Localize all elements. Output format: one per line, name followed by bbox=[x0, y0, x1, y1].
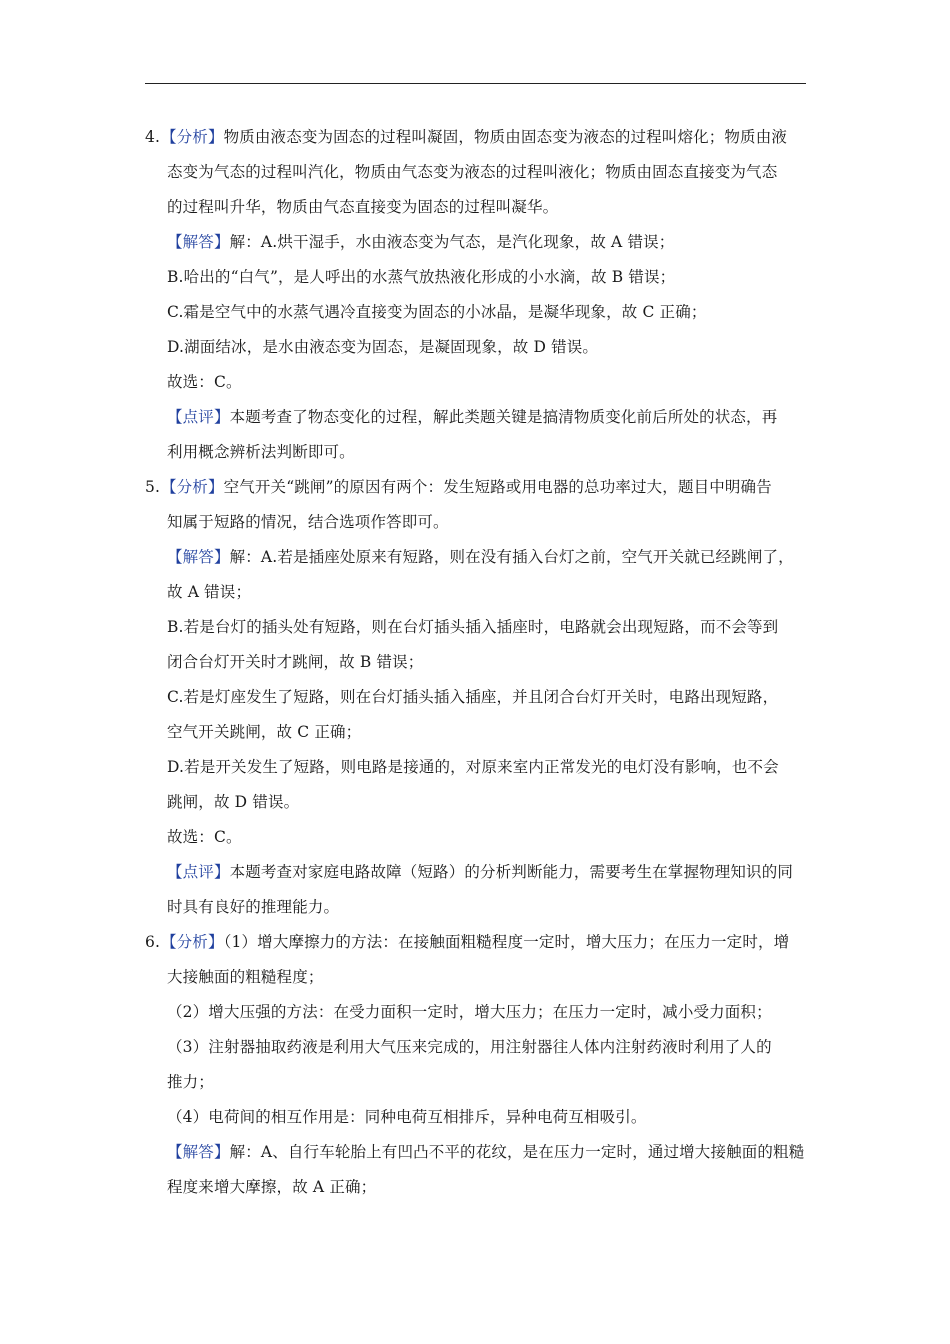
q5-comment-text: 本题考查对家庭电路故障（短路）的分析判断能力，需要考生在掌握物理知识的同 bbox=[229, 863, 794, 881]
q6-analysis-line-5: 推力； bbox=[167, 1073, 214, 1091]
q5-solution-line-1 bbox=[145, 540, 810, 575]
q6-number: 6. bbox=[145, 933, 161, 951]
q4-number: 4. bbox=[145, 128, 161, 146]
q4-comment-line-1 bbox=[145, 400, 810, 435]
q4-solution-line-4: D.湖面结冰，是水由液态变为固态，是凝固现象，故 D 错误。 bbox=[167, 338, 599, 356]
q5-solution-line-6: 空气开关跳闸，故 C 正确； bbox=[167, 723, 362, 741]
q6-analysis-line-2: 大接触面的粗糙程度； bbox=[167, 968, 324, 986]
answer-content bbox=[145, 120, 810, 1205]
q4-solution-text: 解：A.烘干湿手，水由液态变为气态，是汽化现象，故 A 错误； bbox=[229, 233, 675, 251]
header-rule bbox=[145, 83, 806, 84]
q6-analysis-line-4: （3）注射器抽取药液是利用大气压来完成的，用注射器往人体内注射药液时利用了人的 bbox=[167, 1038, 772, 1056]
q5-analysis-tag: 【分析】 bbox=[161, 478, 224, 496]
q5-solution-line-2: 故 A 错误； bbox=[167, 583, 252, 601]
q4-answer: 故选：C。 bbox=[167, 373, 242, 391]
q5-number: 5. bbox=[145, 478, 161, 496]
q5-solution-line-5: C.若是灯座发生了短路，则在台灯插头插入插座，并且闭合台灯开关时，电路出现短路， bbox=[167, 688, 779, 706]
q4-comment-tag: 【点评】 bbox=[167, 408, 230, 426]
q5-solution-line-7: D.若是开关发生了短路，则电路是接通的，对原来室内正常发光的电灯没有影响，也不会 bbox=[167, 758, 779, 776]
q6-solution-tag: 【解答】 bbox=[167, 1143, 230, 1161]
q5-analysis-line-2: 知属于短路的情况，结合选项作答即可。 bbox=[167, 513, 449, 531]
q4-comment-text: 本题考查了物态变化的过程，解此类题关键是搞清物质变化前后所处的状态，再 bbox=[229, 408, 778, 426]
q4-analysis-text: 物质由液态变为固态的过程叫凝固，物质由固态变为液态的过程叫熔化；物质由液 bbox=[223, 128, 788, 146]
q5-solution-tag: 【解答】 bbox=[167, 548, 230, 566]
q5-solution-line-8: 跳闸，故 D 错误。 bbox=[167, 793, 300, 811]
q5-solution-line-3: B.若是台灯的插头处有短路，则在台灯插头插入插座时，电路就会出现短路，而不会等到 bbox=[167, 618, 779, 636]
q6-analysis-line-3: （2）增大压强的方法：在受力面积一定时，增大压力；在压力一定时，减小受力面积； bbox=[167, 1003, 772, 1021]
q5-comment-tag: 【点评】 bbox=[167, 863, 230, 881]
q4-solution-line-2: B.哈出的“白气”，是人呼出的水蒸气放热液化形成的小水滴，故 B 错误； bbox=[167, 268, 676, 286]
q4-analysis-tag: 【分析】 bbox=[161, 128, 224, 146]
q5-solution-line-4: 闭合台灯开关时才跳闸，故 B 错误； bbox=[167, 653, 424, 671]
q5-comment-line-2: 时具有良好的推理能力。 bbox=[167, 898, 340, 916]
q6-solution-text: 解：A、自行车轮胎上有凹凸不平的花纹，是在压力一定时，通过增大接触面的粗糙 bbox=[229, 1143, 805, 1161]
q6-solution-line-2: 程度来增大摩擦，故 A 正确； bbox=[167, 1178, 377, 1196]
q5-analysis-line-1 bbox=[145, 470, 810, 505]
q4-analysis-line-1 bbox=[145, 120, 810, 155]
q4-solution-tag: 【解答】 bbox=[167, 233, 230, 251]
q6-analysis-line-1 bbox=[145, 925, 810, 960]
q4-solution-line-1 bbox=[145, 225, 810, 260]
q6-analysis-line-6: （4）电荷间的相互作用是：同种电荷互相排斥，异种电荷互相吸引。 bbox=[167, 1108, 647, 1126]
q6-solution-line-1 bbox=[145, 1135, 810, 1170]
q4-comment-line-2: 利用概念辨析法判断即可。 bbox=[167, 443, 355, 461]
q5-answer: 故选：C。 bbox=[167, 828, 242, 846]
q6-analysis-tag: 【分析】 bbox=[161, 933, 224, 951]
q5-analysis-text: 空气开关“跳闸”的原因有两个：发生短路或用电器的总功率过大，题目中明确告 bbox=[223, 478, 772, 496]
q6-analysis-text: （1）增大摩擦力的方法：在接触面粗糙程度一定时，增大压力；在压力一定时，增 bbox=[223, 933, 790, 951]
q5-solution-text: 解：A.若是插座处原来有短路，则在没有插入台灯之前，空气开关就已经跳闸了， bbox=[229, 548, 794, 566]
q4-analysis-line-3: 的过程叫升华，物质由气态直接变为固态的过程叫凝华。 bbox=[167, 198, 559, 216]
q5-comment-line-1 bbox=[145, 855, 810, 890]
q4-solution-line-3: C.霜是空气中的水蒸气遇冷直接变为固态的小冰晶，是凝华现象，故 C 正确； bbox=[167, 303, 707, 321]
q4-analysis-line-2: 态变为气态的过程叫汽化，物质由气态变为液态的过程叫液化；物质由固态直接变为气态 bbox=[167, 163, 778, 181]
